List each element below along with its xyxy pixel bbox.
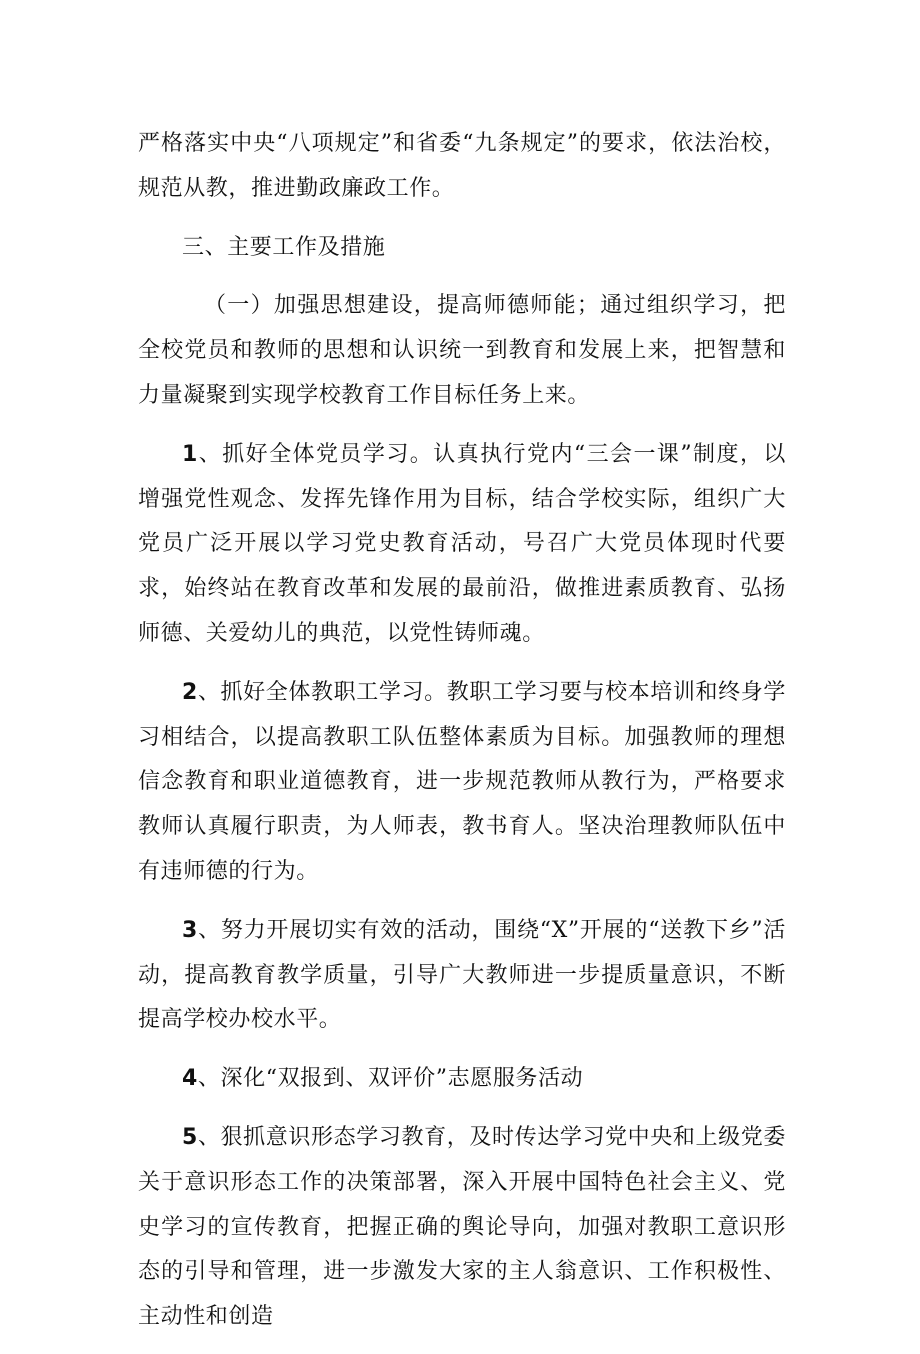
paragraph-text: 严格落实中央“八项规定”和省委“九条规定”的要求，依法治校，规范从教，推进勤政廉政工作。: [138, 131, 786, 201]
paragraph-text: 、努力开展切实有效的活动，围绕“X”开展的“送教下乡”活动，提高教育教学质量，引导广大教师进一步提质量意识，不断提高学校办校水平。: [138, 917, 786, 1033]
subsection-paragraph: [138, 284, 786, 418]
item-number: 1: [182, 441, 198, 467]
paragraph-text: 、抓好全体教职工学习。教职工学习要与校本培训和终身学习相结合，以提高教职工队伍整体素质为目标。加强教师的理想信念教育和职业道德教育，进一步规范教师从教行为，严格要求教师认真履行职责，为人师表，教书育人。坚决治理教师队伍中有违师德的行为。: [138, 679, 786, 884]
list-item-paragraph: [138, 909, 786, 1043]
item-number: 5: [182, 1124, 198, 1150]
paragraph-text: 、抓好全体党员学习。认真执行党内“三会一课”制度，以增强党性观念、发挥先锋作用为目标，结合学校实际，组织广大党员广泛开展以学习党史教育活动，号召广大党员体现时代要求，始终站在教育改革和发展的最前沿，做推进素质教育、弘扬师德、关爱幼儿的典范，以党性铸师魂。: [138, 441, 786, 646]
paragraph-text: 、深化“双报到、双评价”志愿服务活动: [197, 1066, 584, 1092]
item-number: 2: [182, 679, 198, 705]
list-item-paragraph: [138, 1116, 786, 1340]
document-body: [138, 122, 786, 1354]
paragraph-continuation: [138, 122, 786, 212]
list-item-paragraph: [138, 671, 786, 895]
item-number: 3: [182, 917, 198, 943]
section-heading-text: 三、主要工作及措施: [182, 234, 386, 260]
paragraph-text: （一）加强思想建设，提高师德师能；通过组织学习，把全校党员和教师的思想和认识统一到教育和发展上来，把智慧和力量凝聚到实现学校教育工作目标任务上来。: [138, 293, 786, 408]
item-number: 4: [182, 1066, 198, 1092]
list-item-paragraph: [138, 1057, 786, 1102]
section-heading: [138, 226, 786, 271]
list-item-paragraph: [138, 433, 786, 657]
paragraph-text: 、狠抓意识形态学习教育，及时传达学习党中央和上级党委关于意识形态工作的决策部署，深入开展中国特色社会主义、党史学习的宣传教育，把握正确的舆论导向，加强对教职工意识形态的引导和管理，进一步激发大家的主人翁意识、工作积极性、主动性和创造: [138, 1124, 786, 1330]
